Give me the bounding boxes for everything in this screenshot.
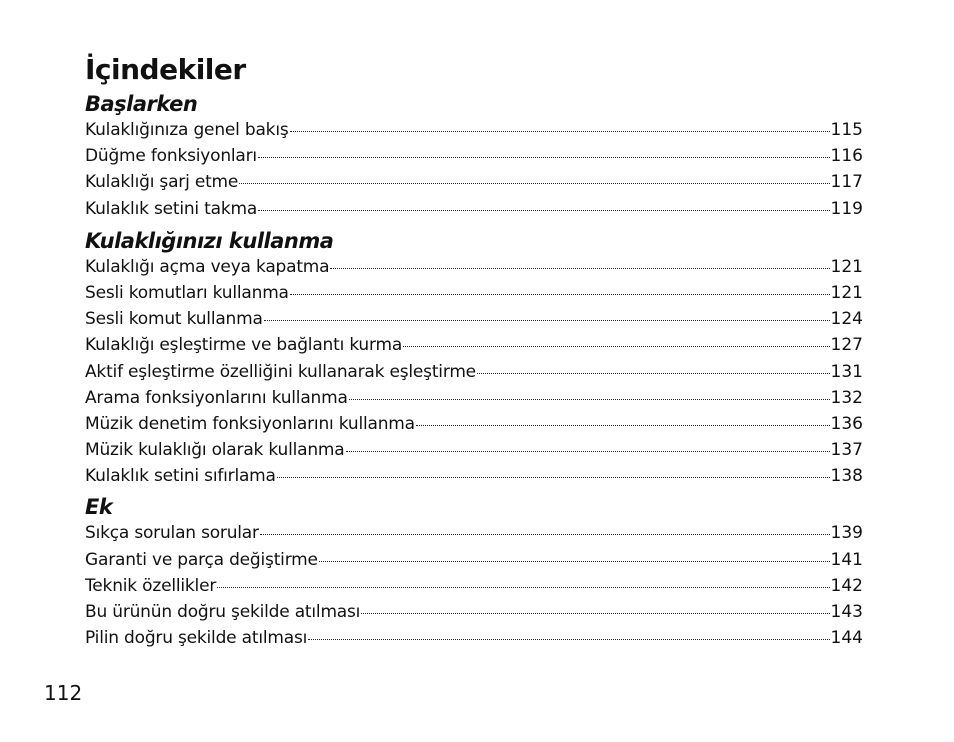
toc-entry-page: 124	[830, 309, 863, 330]
toc-entry-page: 132	[830, 387, 863, 408]
toc-entry[interactable]	[85, 626, 863, 652]
toc-entry[interactable]	[85, 197, 863, 223]
toc-entry-page: 121	[830, 282, 863, 303]
dot-leader	[264, 307, 830, 324]
dot-leader	[290, 281, 830, 298]
toc-entry[interactable]	[85, 574, 863, 600]
toc-entry[interactable]	[85, 521, 863, 547]
dot-leader	[308, 626, 829, 643]
toc-entry[interactable]	[85, 255, 863, 281]
toc-entry-page: 138	[830, 466, 863, 487]
toc-entry-label: Sesli komutları kullanma	[85, 282, 289, 303]
section-title: Ek	[85, 495, 113, 520]
toc-entry-label: Müzik kulaklığı olarak kullanma	[85, 440, 345, 461]
toc-entry[interactable]	[85, 307, 863, 333]
toc-entry-label: Düğme fonksiyonları	[85, 146, 257, 167]
toc-entry-page: 116	[830, 146, 863, 167]
toc-entry-page: 142	[830, 575, 863, 596]
dot-leader	[346, 438, 830, 455]
dot-leader	[330, 255, 829, 272]
dot-leader	[403, 333, 829, 350]
toc-entry-page: 131	[830, 361, 863, 382]
dot-leader	[477, 360, 830, 377]
toc-entry-page: 141	[830, 549, 863, 570]
dot-leader	[349, 386, 830, 403]
toc-entry-label: Kulaklığı açma veya kapatma	[85, 256, 330, 277]
toc-entry[interactable]	[85, 438, 863, 464]
toc-entry-label: Kulaklığı şarj etme	[85, 172, 239, 193]
toc-entry-page: 144	[830, 628, 863, 649]
dot-leader	[361, 600, 829, 617]
dot-leader	[290, 118, 830, 135]
dot-leader	[319, 548, 830, 565]
toc-entry-page: 119	[830, 198, 863, 219]
toc-entry[interactable]	[85, 600, 863, 626]
toc-entry-page: 137	[830, 440, 863, 461]
toc-entry-label: Kulaklık setini takma	[85, 198, 258, 219]
toc-entry-page: 139	[830, 523, 863, 544]
toc-entry-label: Müzik denetim fonksiyonlarını kullanma	[85, 413, 415, 434]
toc-entry[interactable]	[85, 386, 863, 412]
dot-leader	[258, 197, 829, 214]
toc-entry-label: Bu ürünün doğru şekilde atılması	[85, 602, 361, 622]
dot-leader	[239, 170, 829, 187]
toc-entry[interactable]	[85, 170, 863, 196]
toc-entry-page: 121	[830, 256, 863, 277]
toc-entry-page: 117	[830, 172, 863, 193]
toc-entry-label: Teknik özellikler	[85, 575, 217, 596]
toc-entry-label: Kulaklık setini sıfırlama	[85, 466, 276, 487]
dot-leader	[258, 144, 830, 161]
toc-entry[interactable]	[85, 412, 863, 438]
toc-entry-label: Kulaklığınıza genel bakış	[85, 120, 289, 140]
dot-leader	[217, 574, 829, 591]
toc-entry[interactable]	[85, 333, 863, 359]
toc-entry[interactable]	[85, 281, 863, 307]
dot-leader	[416, 412, 830, 429]
toc-entry-label: Aktif eşleştirme özelliğini kullanarak eşleştirme	[85, 361, 476, 382]
section-getting-started	[85, 90, 863, 223]
table-of-contents	[85, 52, 863, 652]
page-number: 112	[44, 681, 83, 705]
toc-entry[interactable]	[85, 464, 863, 490]
toc-entry-page: 136	[830, 413, 863, 434]
section-using-headset	[85, 227, 863, 491]
toc-entry-page: 143	[830, 602, 863, 622]
toc-entry[interactable]	[85, 360, 863, 386]
toc-entry-label: Kulaklığı eşleştirme ve bağlantı kurma	[85, 335, 403, 356]
toc-entry[interactable]	[85, 548, 863, 574]
toc-entry-label: Arama fonksiyonlarını kullanma	[85, 387, 348, 408]
toc-entry[interactable]	[85, 144, 863, 170]
section-title: Kulaklığınızı kullanma	[85, 228, 334, 253]
toc-entry-page: 115	[830, 120, 863, 140]
toc-entry-label: Sıkça sorulan sorular	[85, 523, 259, 544]
dot-leader	[277, 464, 830, 481]
toc-entry-page: 127	[830, 335, 863, 356]
toc-entry-label: Sesli komut kullanma	[85, 309, 263, 330]
section-title: Başlarken	[85, 92, 198, 116]
page-title: İçindekiler	[85, 53, 246, 86]
toc-entry[interactable]	[85, 118, 863, 144]
dot-leader	[260, 521, 830, 538]
toc-entry-label: Garanti ve parça değiştirme	[85, 549, 318, 570]
toc-entry-label: Pilin doğru şekilde atılması	[85, 628, 308, 649]
section-appendix	[85, 493, 863, 652]
